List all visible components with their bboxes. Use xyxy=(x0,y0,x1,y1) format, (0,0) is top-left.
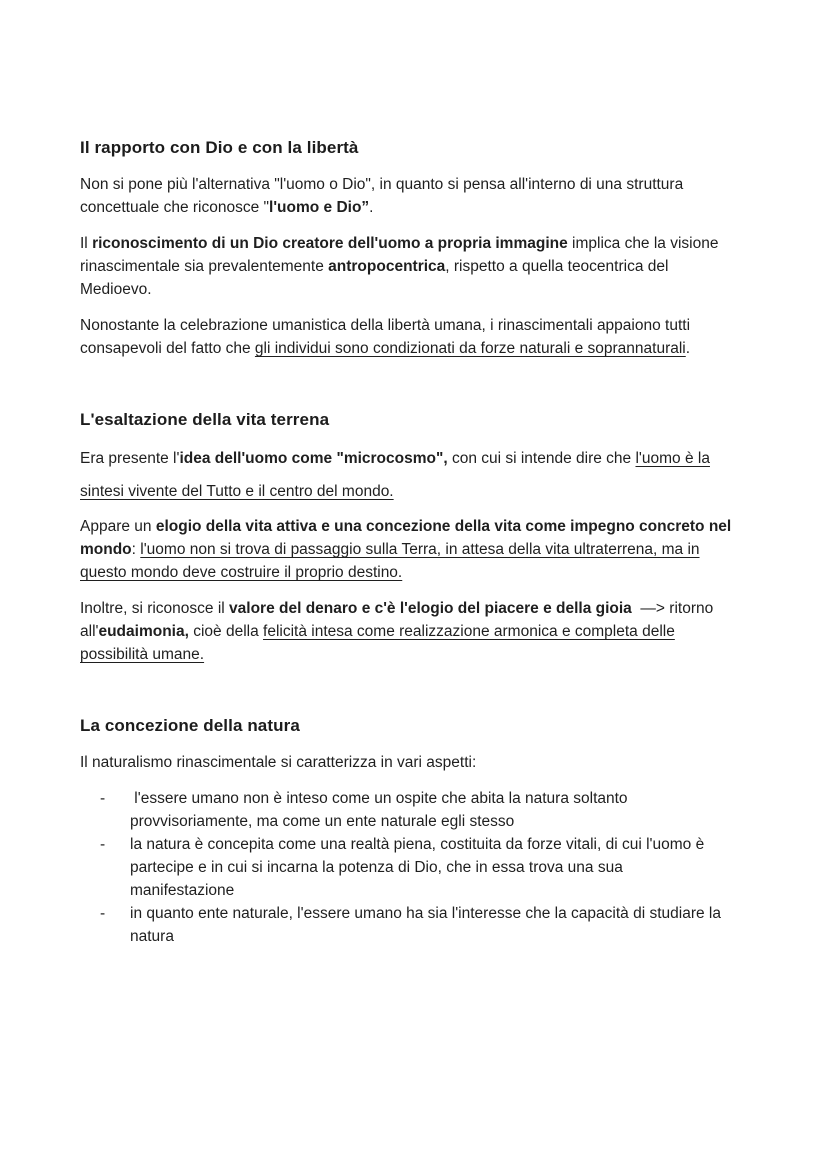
text-run: questo mondo deve costruire il proprio destino. xyxy=(80,564,403,581)
dash-bullet-marker: - xyxy=(100,790,106,807)
text-run: —> ritorno xyxy=(631,600,714,617)
text-run: . xyxy=(369,199,374,216)
bullet-list xyxy=(80,787,750,948)
text-run: rinascimentale sia prevalentemente xyxy=(80,258,329,275)
text-run: natura xyxy=(130,928,174,945)
text-run: Il xyxy=(80,235,93,252)
text-run: consapevoli del fatto che xyxy=(80,340,255,357)
text-run: eudaimonia, xyxy=(98,623,189,640)
paragraph xyxy=(80,173,750,219)
text-run: l'uomo non si trova di passaggio sulla Terra, in attesa della vita ultraterrena, ma in xyxy=(140,541,700,558)
list-item-text xyxy=(130,787,750,833)
dash-bullet-marker: - xyxy=(100,905,106,922)
text-run: , rispetto a quella teocentrica del xyxy=(445,258,669,275)
text-run: la natura è concepita come una realtà piena, costituita da forze vitali, di cui l'uomo è xyxy=(130,836,705,853)
section-heading: La concezione della natura xyxy=(80,716,300,735)
text-run: Nonostante la celebrazione umanistica della libertà umana, i rinascimentali appaiono tutti xyxy=(80,317,691,334)
dash-bullet-marker: - xyxy=(100,836,106,853)
section-heading: Il rapporto con Dio e con la libertà xyxy=(80,138,359,157)
list-item-text xyxy=(130,902,750,948)
text-run: cioè della xyxy=(188,623,264,640)
text-run: felicità intesa come realizzazione armonica e completa delle xyxy=(263,623,675,640)
text-run: idea dell'uomo come "microcosmo", xyxy=(179,450,448,467)
text-run: possibilità umane. xyxy=(80,646,205,663)
text-run: riconoscimento di un Dio creatore dell'uomo a propria immagine xyxy=(92,235,568,252)
text-run: concettuale che riconosce " xyxy=(80,199,270,216)
text-run: implica che la visione xyxy=(567,235,719,252)
text-run: Medioevo. xyxy=(80,281,152,298)
list-item xyxy=(100,902,750,948)
text-run: gli individui sono condizionati da forze naturali e soprannaturali xyxy=(254,340,686,357)
list-item xyxy=(100,833,750,902)
text-run: mondo xyxy=(80,541,132,558)
section-heading: L'esaltazione della vita terrena xyxy=(80,410,330,429)
paragraph xyxy=(80,515,750,584)
text-run: Appare un xyxy=(80,518,156,535)
text-run: con cui si intende dire che xyxy=(447,450,636,467)
text-run: elogio della vita attiva e una concezione della vita come impegno concreto nel xyxy=(155,518,732,535)
section-1 xyxy=(80,408,750,666)
text-run: all' xyxy=(80,623,99,640)
text-run: partecipe e in cui si incarna la potenza di Dio, che in essa trova una sua xyxy=(130,859,623,876)
text-run: antropocentrica xyxy=(328,258,446,275)
text-run: l'essere umano non è inteso come un ospite che abita la natura soltanto xyxy=(130,790,628,807)
paragraph xyxy=(80,751,750,774)
text-run: l'uomo è la xyxy=(635,450,710,467)
text-run: valore del denaro e c'è l'elogio del piacere e della gioia xyxy=(229,600,632,617)
list-item xyxy=(100,787,750,833)
text-run: Inoltre, si riconosce il xyxy=(80,600,230,617)
text-run: provvisoriamente, ma come un ente naturale egli stesso xyxy=(130,813,515,830)
paragraph xyxy=(80,597,750,666)
text-run: Il naturalismo rinascimentale si caratterizza in vari aspetti: xyxy=(80,754,477,771)
text-run: Non si pone più l'alternativa "l'uomo o Dio", in quanto si pensa all'interno di una struttura xyxy=(80,176,684,193)
paragraph xyxy=(80,442,750,508)
section-2 xyxy=(80,714,750,948)
section-0 xyxy=(80,136,750,360)
text-run: Era presente l' xyxy=(80,450,180,467)
list-item-text xyxy=(130,833,750,902)
text-run: : xyxy=(131,541,141,558)
text-run: sintesi vivente del Tutto e il centro del mondo. xyxy=(80,483,394,500)
text-run: in quanto ente naturale, l'essere umano ha sia l'interesse che la capacità di studiare la xyxy=(130,905,721,922)
text-run: . xyxy=(685,340,691,357)
paragraph xyxy=(80,314,750,360)
text-run: l'uomo e Dio” xyxy=(269,199,370,216)
paragraph xyxy=(80,232,750,301)
text-run: manifestazione xyxy=(130,882,235,899)
